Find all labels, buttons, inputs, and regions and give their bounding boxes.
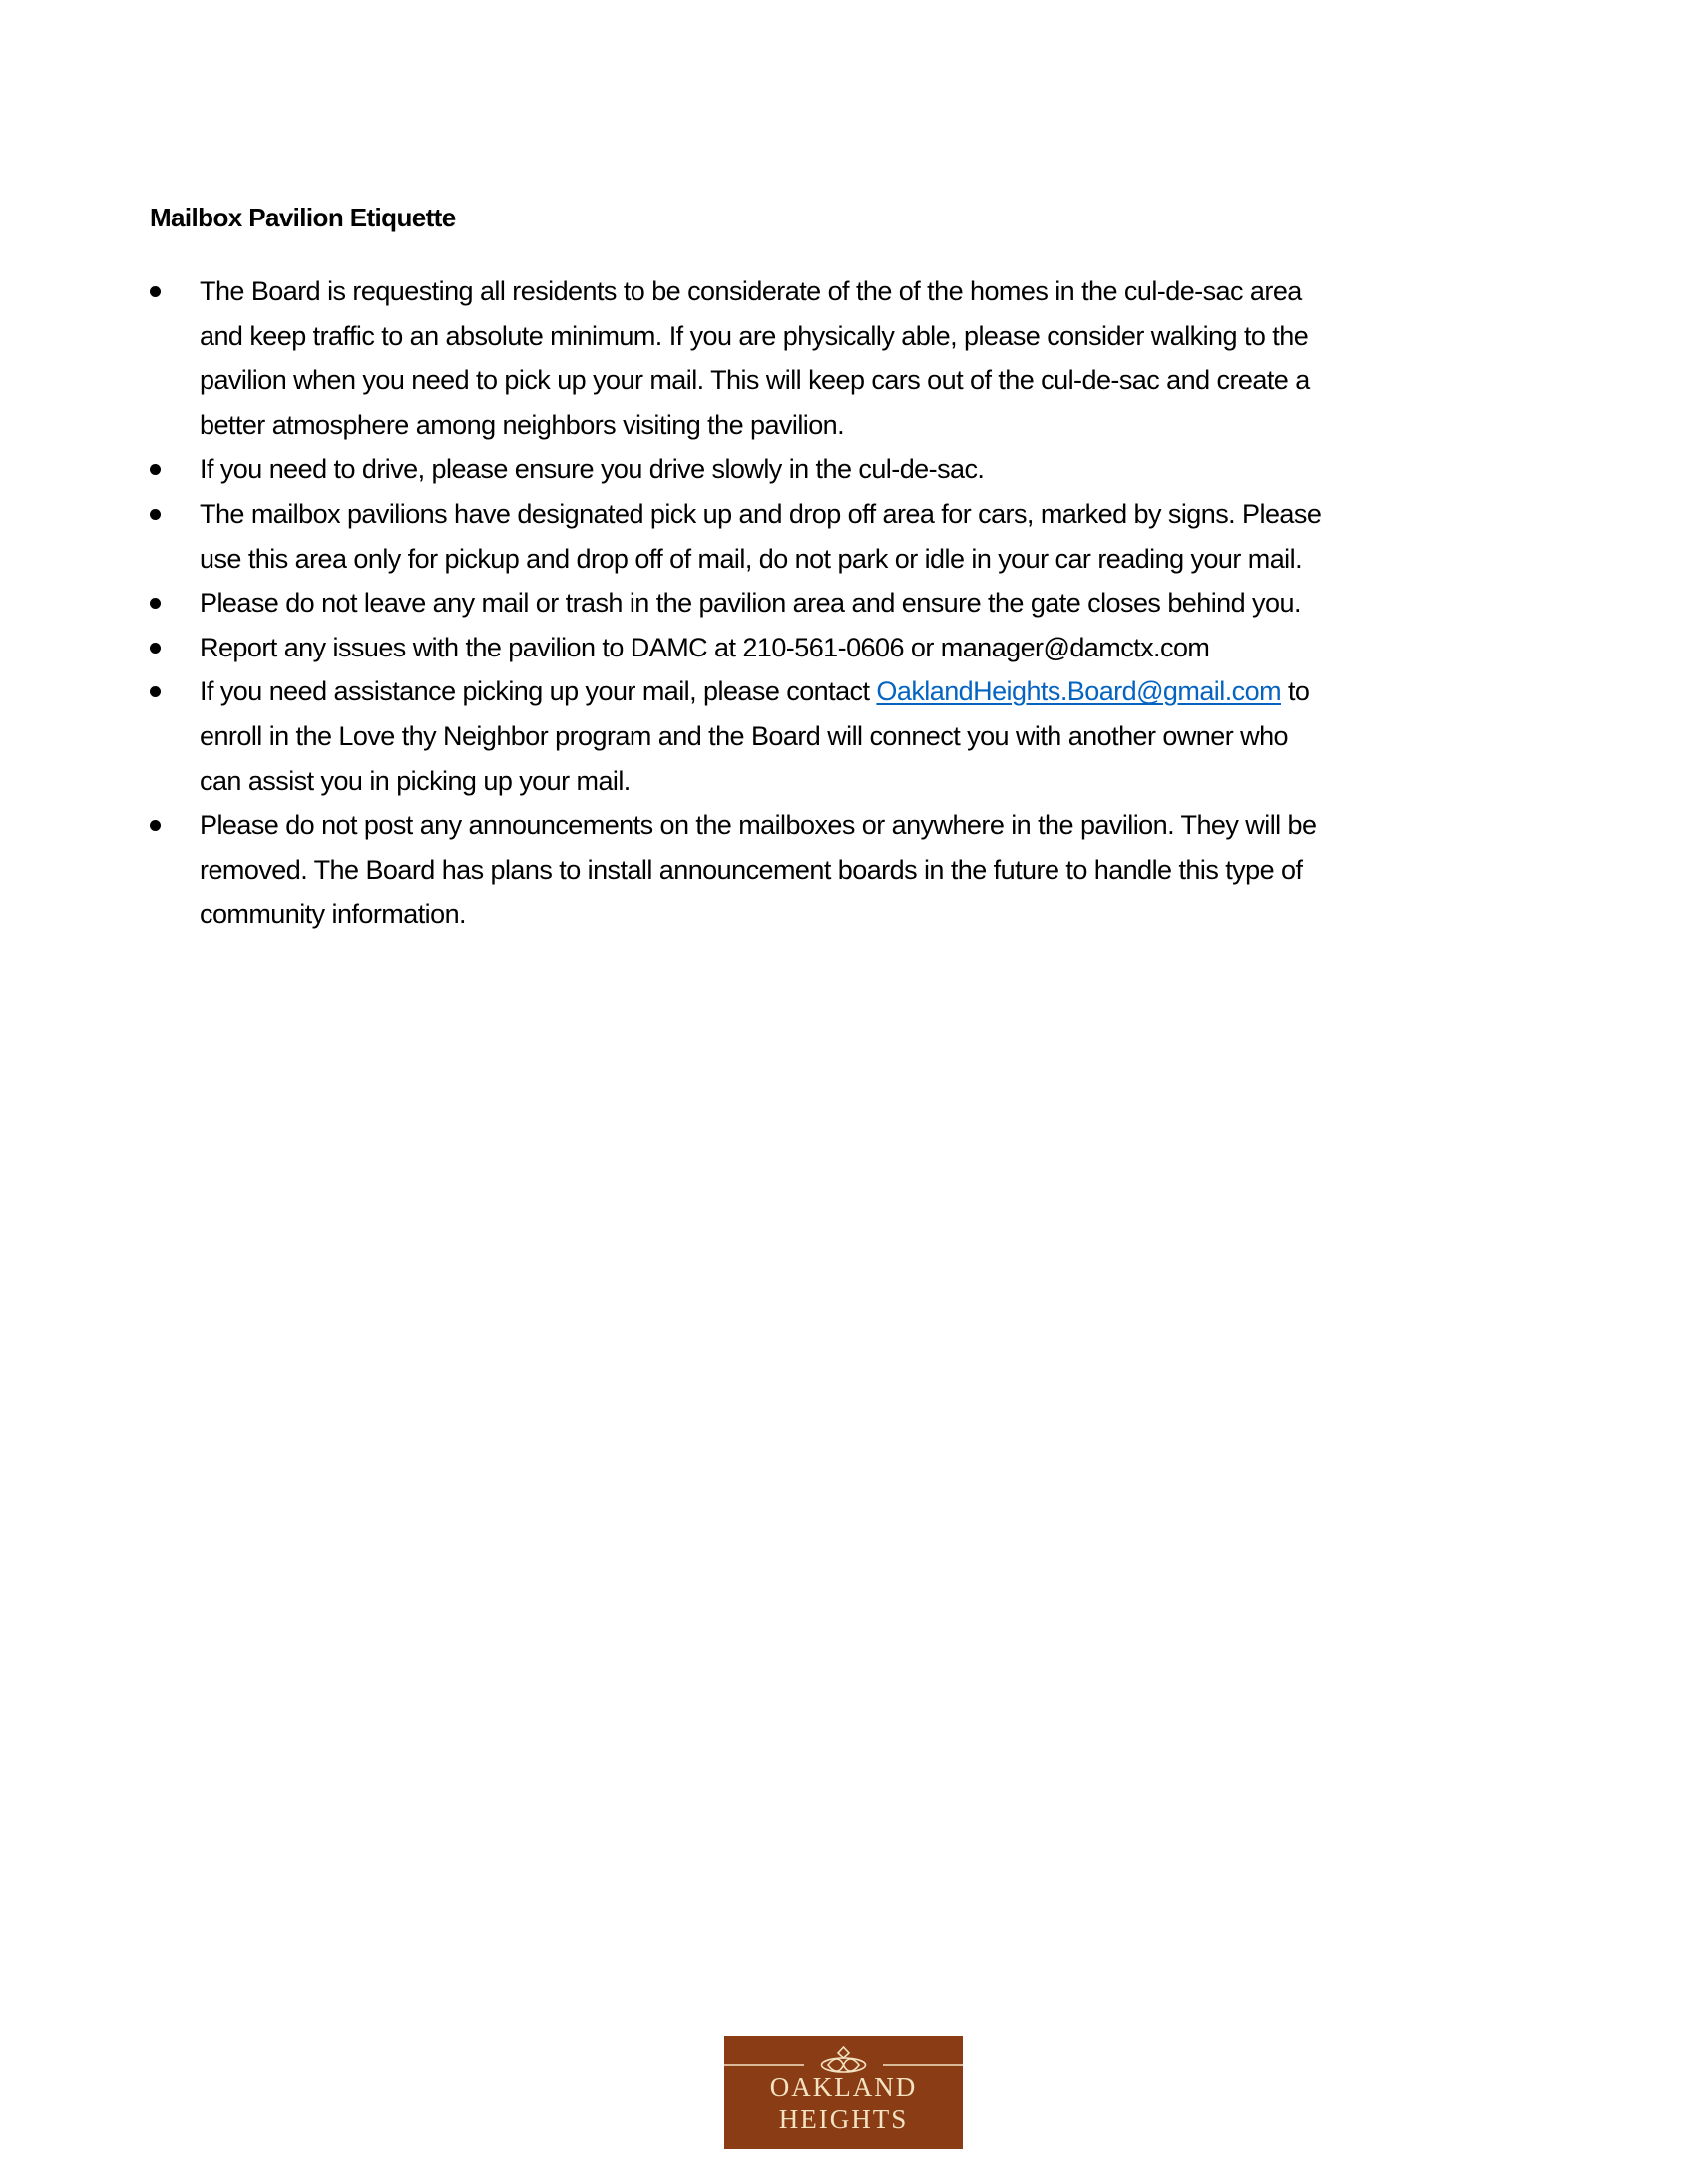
text-fragment: If you need assistance picking up your mail, please contact [200, 676, 877, 707]
list-item [150, 803, 1526, 937]
bullet-icon [150, 598, 161, 609]
board-email-link[interactable]: OaklandHeights.Board@gmail.com [876, 676, 1282, 707]
text-line: The Board is requesting all residents to be considerate of the of the homes in the cul-de-sac area [200, 276, 1302, 306]
text-line: better atmosphere among neighbors visiting the pavilion. [200, 409, 845, 440]
logo-text-heights: HEIGHTS [778, 2104, 909, 2134]
bullet-icon [150, 820, 161, 831]
text-line: Please do not leave any mail or trash in the pavilion area and ensure the gate closes behind you. [200, 588, 1301, 619]
bullet-icon [150, 464, 161, 475]
text-line: and keep traffic to an absolute minimum. If you are physically able, please consider walking to the [200, 320, 1309, 351]
list-item [150, 626, 1526, 670]
text-line [200, 669, 1526, 714]
text-line: removed. The Board has plans to install announcement boards in the future to handle this type of [200, 854, 1303, 885]
bullet-icon [150, 643, 161, 654]
text-line: If you need to drive, please ensure you drive slowly in the cul-de-sac. [200, 454, 985, 485]
text-line: can assist you in picking up your mail. [200, 765, 631, 796]
bullet-icon [150, 509, 161, 520]
logo-text-oakland: OAKLAND [769, 2072, 918, 2102]
list-item [150, 669, 1526, 803]
text-line: use this area only for pickup and drop off of mail, do not park or idle in your car reading your mail. [200, 543, 1303, 574]
text-fragment: to [1281, 676, 1310, 707]
text-line: Please do not post any announcements on the mailboxes or anywhere in the pavilion. They will be [200, 810, 1317, 841]
text-line: Report any issues with the pavilion to DAMC at 210-561-0606 or manager@damctx.com [200, 632, 1210, 662]
list-item [150, 447, 1526, 492]
page-title: Mailbox Pavilion Etiquette [150, 203, 456, 232]
list-item [150, 581, 1526, 626]
bullet-icon [150, 286, 161, 297]
oakland-heights-logo [724, 2036, 963, 2149]
list-item [150, 492, 1526, 581]
text-line: pavilion when you need to pick up your mail. This will keep cars out of the cul-de-sac and create a [200, 365, 1310, 396]
etiquette-list [150, 269, 1526, 937]
bullet-icon [150, 686, 161, 697]
text-line: community information. [200, 899, 466, 930]
text-line: The mailbox pavilions have designated pick up and drop off area for cars, marked by signs. Please [200, 498, 1322, 529]
text-line: enroll in the Love thy Neighbor program and the Board will connect you with another owner who [200, 720, 1289, 751]
list-item [150, 269, 1526, 447]
